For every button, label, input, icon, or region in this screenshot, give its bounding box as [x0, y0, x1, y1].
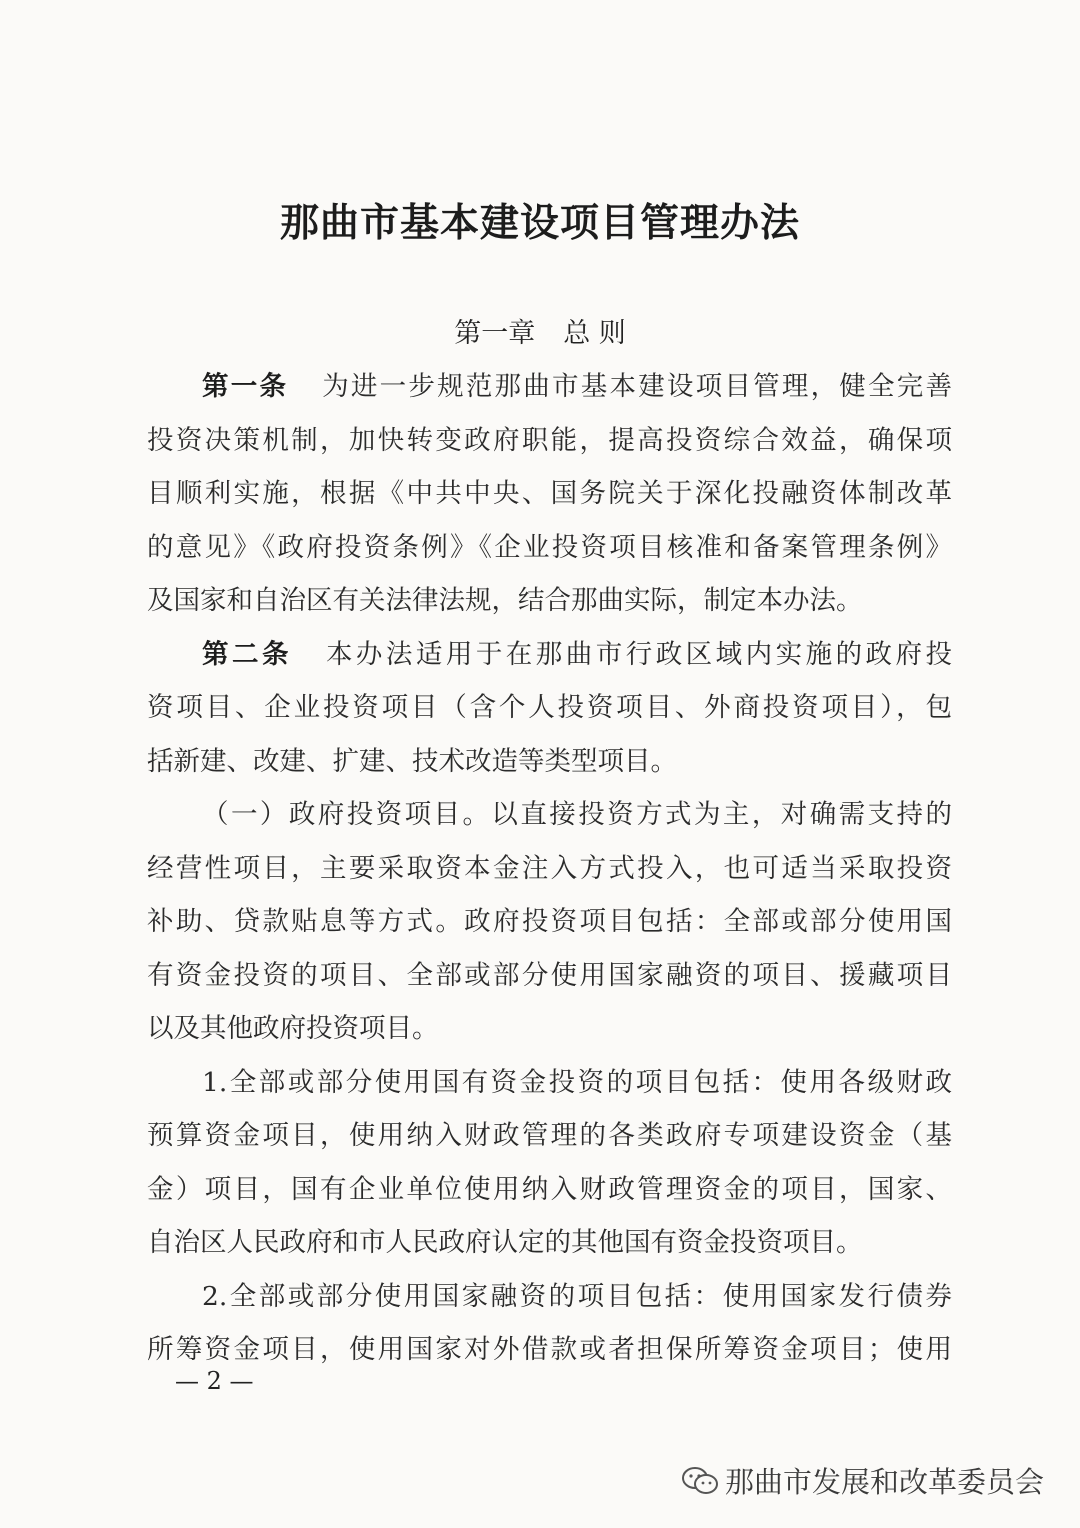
- article-1-line: 目顺利实施，根据《中共中央、国务院关于深化投融资体制改革: [147, 478, 952, 509]
- chapter-heading: [0, 311, 1080, 350]
- item-1-line: 自治区人民政府和市人民政府认定的其他国有资金投资项目。: [147, 1227, 863, 1258]
- chapter-name: 总 则: [563, 318, 626, 349]
- article-2-line: 第二条 本办法适用于在那曲市行政区域内实施的政府投: [202, 638, 953, 670]
- article-2-line: 括新建、改建、扩建、技术改造等类型项目。: [147, 745, 677, 777]
- chapter-label: 第一章: [454, 318, 536, 349]
- item-2-line: 2.全部或部分使用国家融资的项目包括：使用国家发行债券: [202, 1280, 952, 1312]
- watermark: [681, 1460, 1044, 1501]
- article-2-line: 资项目、企业投资项目（含个人投资项目、外商投资项目），包: [147, 692, 952, 723]
- document-title: 那曲市基本建设项目管理办法: [279, 201, 800, 246]
- item-gov-line: 以及其他政府投资项目。: [147, 1013, 439, 1044]
- item-1-line: 金）项目，国有企业单位使用纳入财政管理资金的项目，国家、: [147, 1173, 952, 1205]
- item-1-line: 1.全部或部分使用国有资金投资的项目包括：使用各级财政: [202, 1066, 952, 1098]
- item-1-line: 预算资金项目，使用纳入财政管理的各类政府专项建设资金（基: [147, 1120, 952, 1151]
- wechat-icon: [681, 1466, 719, 1496]
- item-gov-line: （一）政府投资项目。以直接投资方式为主，对确需支持的: [202, 799, 952, 830]
- watermark-text: 那曲市发展和改革委员会: [724, 1465, 1044, 1499]
- item-gov-line: 经营性项目，主要采取资本金注入方式投入，也可适当采取投资: [147, 852, 952, 884]
- article-2-label: 第二条: [202, 638, 292, 670]
- item-gov-line: 有资金投资的项目、全部或部分使用国家融资的项目、援藏项目: [147, 959, 952, 991]
- page-number: — 2 —: [175, 1367, 254, 1395]
- article-1-line: 的意见》《政府投资条例》《企业投资项目核准和备案管理条例》: [147, 531, 952, 563]
- article-1-label: 第一条: [202, 371, 289, 402]
- article-1-line: 投资决策机制，加快转变政府职能，提高投资综合效益，确保项: [147, 424, 952, 456]
- article-1-line: 及国家和自治区有关法律法规，结合那曲实际，制定本办法。: [147, 585, 863, 616]
- item-2-line: 所筹资金项目，使用国家对外借款或者担保所筹资金项目；使用: [147, 1334, 952, 1365]
- article-1-line: 第一条 为进一步规范那曲市基本建设项目管理，健全完善: [202, 371, 952, 402]
- item-gov-line: 补助、贷款贴息等方式。政府投资项目包括：全部或部分使用国: [147, 906, 952, 937]
- document-body: [147, 360, 952, 1377]
